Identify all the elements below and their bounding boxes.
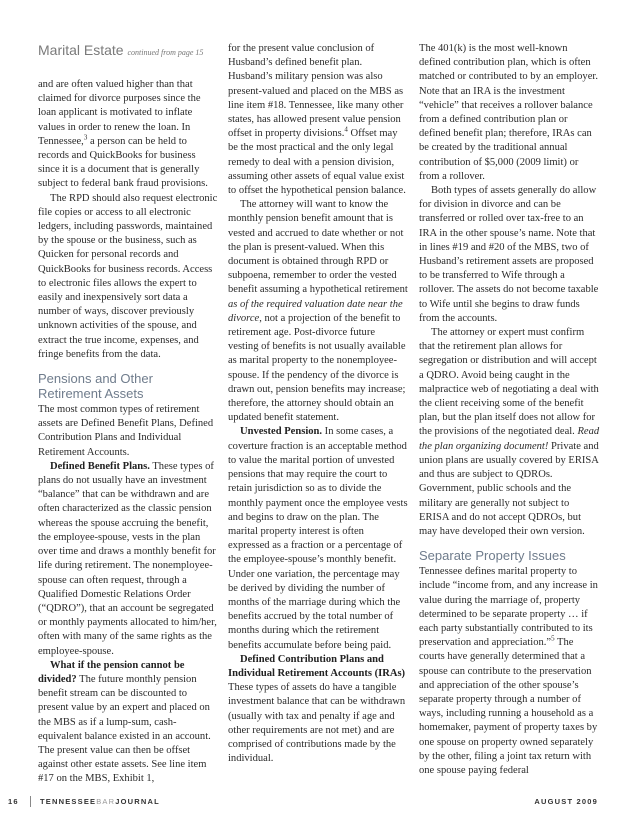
paragraph: Defined Contribution Plans and Individual Retirement Accounts (IRAs) These types of assets do have a tangible investment balance that can be withdrawn (usually with tax and penalty if age and other requirements are not met) and are comprised of contributions made by the individual.: [228, 653, 406, 765]
paragraph: The 401(k) is the most well-known defined contribution plan, which is often matched or contributed to by an employer. Note that an IRA is the investment “vehicle” that receives a rollover balance from a defined contribution plan or defined benefit plan; therefore, IRAs can be created by the traditional annual contribution of $5,000 (2009 limit) or from a rollover.: [419, 43, 598, 182]
paragraph: for the present value conclusion of Husband’s defined benefit plan. Husband’s military pension was also present-valued and placed on the MBS as line item #18. Tennessee, like many other states, has allowed present value pension offset in property divisions.$^4$ Offset may be the most practical and the only legal remedy to deal with a pension division, assuming other assets of equal value exist to offset the hypothetical pension balance.: [228, 43, 406, 197]
paragraph: The attorney will want to know the monthly pension benefit amount that is vested and accrued to date whether or not the plan is present-valued. When this document is obtained through RPD or subpoena, remember to order the vested benefit assuming a hypothetical retirement as of the required valuation date near the divorce, not a projection of the benefit to retirement age. Post-divorce future vesting of benefits is not usually available as marital property to the nonemployee-spouse. If the pendency of the divorce is drawn out, pension benefits may increase; therefore, the attorney should obtain an updated benefit statement.: [228, 199, 408, 424]
paragraph: The RPD should also request electronic file copies or access to all electronic ledgers, including passwords, maintained by the spouse or the business, such as Quicken for personal records and QuickBooks for business records. Access to electronic files allows the expert to easily and inexpensively sort data a number of ways, discover previously unknown activities of the spouse, and extract the true income, expenses, and fringe benefits from the data.: [38, 192, 218, 360]
footer-divider: [30, 796, 31, 807]
paragraph: Both types of assets generally do allow for division in divorce and can be transferred or rolled over tax-free to an IRA in the other spouse’s name. Note that in lines #19 and #20 of the MBS, two of Husband’s retirement assets are proposed to be transferred to Wife through a rollover. The assets do not become taxable to Wife until she begins to draw funds from the accounts.: [419, 185, 599, 324]
paragraph: What if the pension cannot be divided? The future monthly pension benefit stream can be discounted to present value by an expert and placed on the MBS as if a lump-sum, cash-equivalent balance existed in an account. The present value can then be offset against other estate assets. See line item #17 on the MBS, Exhibit 1,: [38, 659, 211, 785]
column-2: [228, 42, 408, 766]
journal-name: TENNESSEEBARJOURNAL: [40, 797, 160, 806]
heading-continued: continued from page 15: [127, 48, 204, 57]
paragraph: Unvested Pension. In some cases, a coverture fraction is an acceptable method to value the marital portion of unvested pensions that may require the court to retain jurisdiction so as to divide the monthly payment once the employee vests and begins to draw on the plan. The marital property interest is often expressed as a fraction or a percentage of the employee-spouse’s monthly benefit. Under one variation, the percentage may be derived by dividing the number of months of the marriage during which the benefits accrued by the total number of months during which the retirement benefits accumulate before being paid.: [228, 426, 408, 651]
section-heading: Separate Property Issues: [419, 548, 566, 564]
page-number: 16: [8, 797, 19, 806]
paragraph: Defined Benefit Plans. These types of plans do not usually have an investment “balance” that can be withdrawn and are often characterized as the classic pension whereas the spouse accruing the benefit, the employee-spouse, vests in the plan over time and draws a monthly benefit for life during retirement. The nonemployee-spouse can often request, through a Qualified Domestic Relations Order (“QDRO”), that an account be segregated or monthly payments allocated to him/her, often with many of the same rights as the employee-spouse.: [38, 460, 217, 657]
page-footer: [0, 796, 638, 810]
section-heading: Pensions and Other Retirement Assets: [38, 371, 153, 402]
paragraph: and are often valued higher than that claimed for divorce purposes since the loan applicant is motivated to inflate values in order to renew the loan. In Tennessee,$^3$ a person can be held to records and QuickBooks for business since it is a document that is generally subject to federal bank fraud provisions.: [38, 79, 208, 190]
paragraph: The most common types of retirement assets are Defined Benefit Plans, Defined Contribution Plans and Individual Retirement Accounts.: [38, 404, 214, 458]
page-heading: [38, 42, 218, 61]
column-3: [419, 42, 601, 778]
paragraph: The attorney or expert must confirm that the retirement plan allows for segregation or distribution and will accept a QDRO. Avoid being caught in the malpractice web of negotiating a deal with the client receiving some of the benefit plan, but the plan itself does not allow for the provisions of the negotiated deal. Read the plan organizing document! Private and union plans are usually covered by ERISA and thus are subject to QDROs. Government, public schools and the military are generally not subject to ERISA and do not accept QDROs, but may have developed their own version.: [419, 327, 600, 537]
paragraph: Tennessee defines marital property to include “income from, and any increase in value during the marriage of, property determined to be separate property … if each party substantially contributed to its preservation and appreciation.”$^5$ The courts have generally determined that a spouse can contribute to the preservation and appreciation of the other spouse’s separate property through a number of ways, including running a household as a homemaker, payment of property taxes by one spouse on property owned separately by the other, filing a joint tax return with one spouse paying federal: [419, 566, 598, 776]
heading-title: Marital Estate: [38, 42, 124, 58]
column-1: [38, 42, 218, 787]
issue-date: AUGUST 2009: [534, 797, 598, 806]
